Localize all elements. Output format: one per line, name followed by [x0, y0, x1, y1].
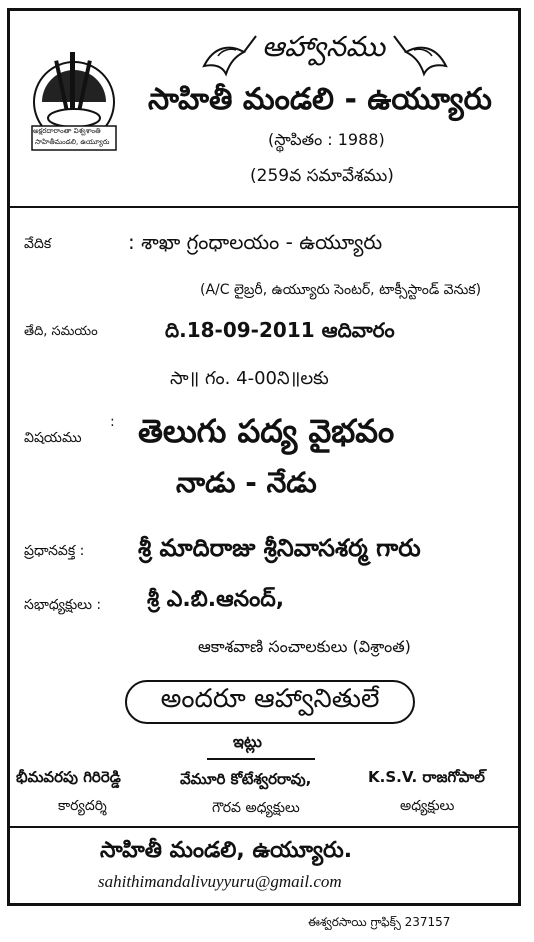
signoff-underline [207, 758, 315, 760]
topic-line1: తెలుగు పద్య వైభవం [138, 412, 395, 450]
date-value: ది.18-09-2011 ఆదివారం [165, 318, 395, 342]
honorary-president-name: వేమూరి కోటేశ్వరరావు, [180, 770, 312, 788]
contact-email: sahithimandalivuyyuru@gmail.com [98, 872, 342, 891]
footer-org-name: సాహితీ మండలి, ఉయ్యూరు. [100, 838, 353, 863]
date-label: తేది, సమయం [24, 324, 98, 339]
speaker-name: శ్రీ మాదిరాజు శ్రీనివాసశర్మ గారు [138, 534, 421, 562]
secretary-name: భీమవరపు గిరిరెడ్డి [16, 768, 121, 786]
venue-label: వేదిక [24, 236, 52, 252]
signoff-intro: ఇట్లు [233, 732, 262, 751]
president-role: అధ్యక్షులు [400, 798, 455, 814]
topic-colon: : [110, 414, 115, 430]
footer-divider [10, 826, 518, 828]
invitation-script-title: ఆహ్వానము [262, 30, 386, 63]
topic-label: విషయము [24, 430, 82, 446]
secretary-role: కార్యదర్శి [58, 798, 107, 814]
chair-note: ఆకాశవాణి సంచాలకులు (విశ్రాంత) [198, 637, 411, 656]
honorary-president-role: గౌరవ అధ్యక్షులు [212, 800, 300, 816]
header-divider [10, 206, 518, 208]
printer-credit: ఈశ్వరసాయి గ్రాఫిక్స్ 237157 [308, 915, 451, 929]
logo-motto-line2: సాహితీమండలి, ఉయ్యూరు [35, 138, 110, 146]
time-value: సా॥ గం. 4-00ని॥లకు [170, 368, 329, 389]
bird-ornament-left-icon [200, 26, 260, 80]
established-year: (స్థాపితం : 1988) [268, 130, 385, 149]
meeting-number: (259వ సమావేశము) [250, 166, 394, 186]
logo-motto-line1: అక్షరదారాంతా విశ్వశాంతి [33, 127, 101, 135]
venue-value: : శాఖా గ్రంధాలయం - ఉయ్యూరు [128, 230, 383, 254]
topic-line2: నాడు - నేడు [176, 466, 317, 499]
chair-label: సభాధ్యక్షులు : [24, 597, 102, 613]
invitation-banner: అందరూ ఆహ్వానితులే [125, 680, 415, 724]
speaker-label: ప్రధానవక్త : [24, 543, 85, 559]
bird-ornament-right-icon [390, 26, 450, 80]
chair-name: శ్రీ ఎ.బి.ఆనంద్, [147, 587, 285, 612]
president-name: K.S.V. రాజగోపాల్ [368, 768, 485, 786]
org-name-heading: సాహితీ మండలి - ఉయ్యూరు [148, 82, 492, 117]
venue-note: (A/C లైబ్రరీ, ఉయ్యూరు సెంటర్, టాక్సీస్టాండ్ వెనుక) [200, 282, 482, 298]
